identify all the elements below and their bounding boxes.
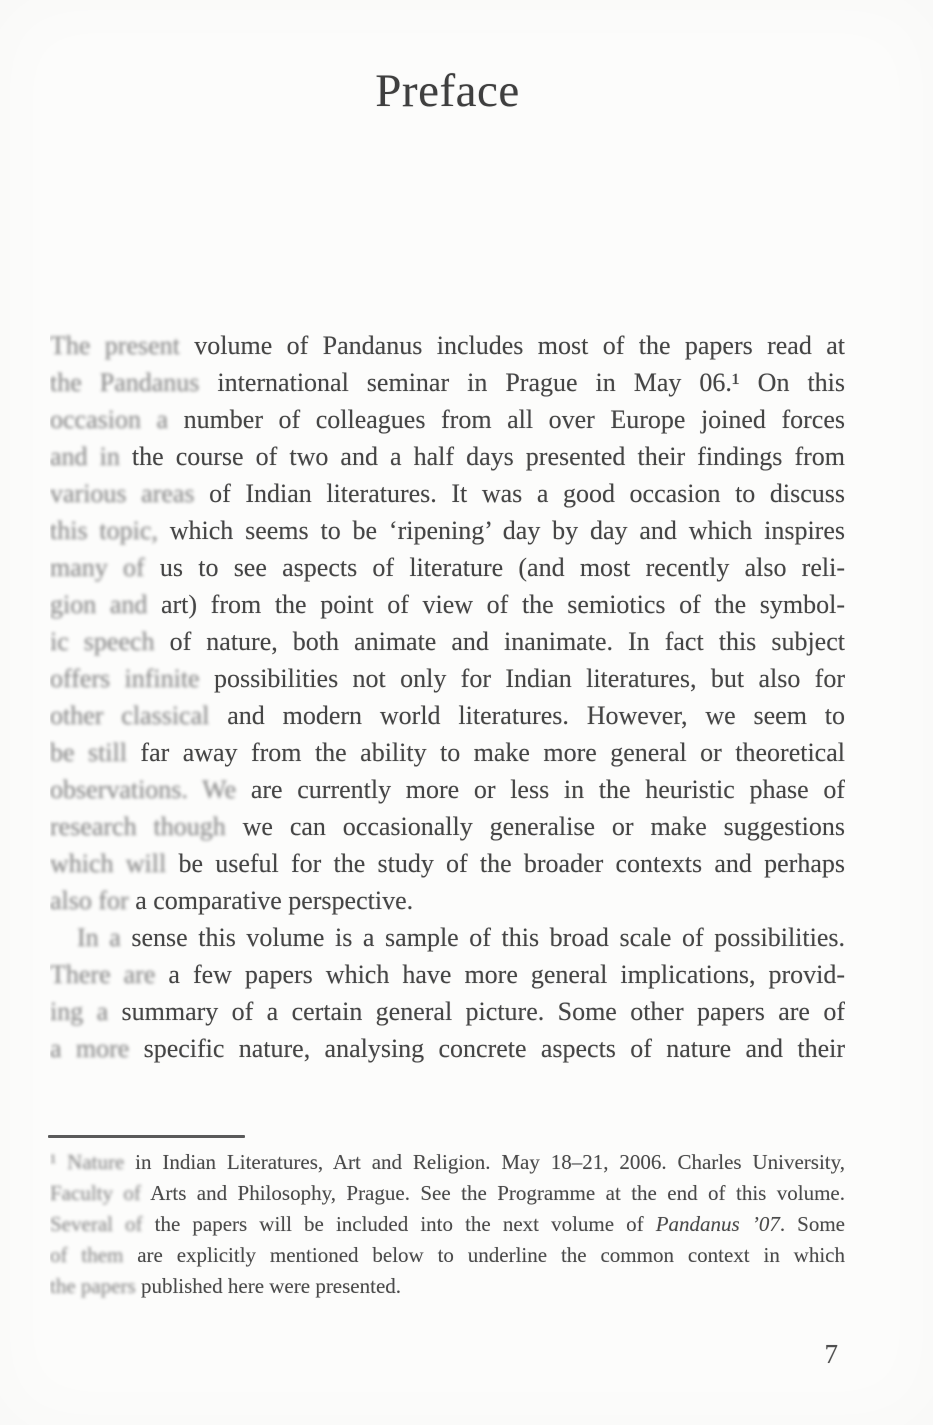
text-line: be still far away from the ability to make more general or theoretical [50,738,845,767]
text-line: of them are explicitly mentioned below to underline the common context in which [50,1243,845,1267]
smudged-word: which will [50,849,167,878]
smudged-word: ing a [50,997,109,1026]
smudged-word: this topic, [50,516,158,545]
smudged-word: There are [50,960,156,989]
smudged-word: gion and [50,590,148,619]
text-line: ¹ Nature in Indian Literatures, Art and Religion. May 18–21, 2006. Charles University, [50,1150,845,1174]
smudged-word: ic speech [50,627,155,656]
text-line: In a sense this volume is a sample of this broad scale of possibilities. [77,923,845,952]
smudged-word: The present [50,331,180,360]
smudged-word: a more [50,1034,130,1063]
smudged-word: also for [50,886,129,915]
text-line: Several of the papers will be included into the next volume of Pandanus ’07. Some [50,1212,845,1236]
text-line: observations. We are currently more or less in the heuristic phase of [50,775,845,804]
text-line: ic speech of nature, both animate and inanimate. In fact this subject [50,627,845,656]
text-line: occasion a number of colleagues from all over Europe joined forces [50,405,845,434]
paragraph-1 [50,327,845,919]
text-line: gion and art) from the point of view of the semiotics of the symbol- [50,590,845,619]
text-line: this topic, which seems to be ‘ripening’ day by day and which inspires [50,516,845,545]
smudged-word: ¹ Nature [50,1150,125,1174]
body-text [50,327,845,1067]
text-line: various areas of Indian literatures. It was a good occasion to discuss [50,479,845,508]
text-line: The present volume of Pandanus includes most of the papers read at [50,331,845,360]
smudged-word: Several of [50,1212,143,1236]
smudged-word: various areas [50,479,195,508]
text-line: other classical and modern world literatures. However, we seem to [50,701,845,730]
smudged-word: many of [50,553,145,582]
smudged-word: In a [77,923,121,952]
text-line: research though we can occasionally generalise or make suggestions [50,812,845,841]
smudged-word: be still [50,738,127,767]
text-line: which will be useful for the study of the broader contexts and perhaps [50,849,845,878]
smudged-word: of them [50,1243,124,1267]
smudged-word: Faculty of [50,1181,141,1205]
footnote [50,1147,845,1302]
text-line: also for a comparative perspective. [50,886,414,915]
text-line: There are a few papers which have more general implications, provid- [50,960,845,989]
text-line: a more specific nature, analysing concrete aspects of nature and their [50,1034,845,1063]
smudged-word: occasion a [50,405,169,434]
page-number: 7 [824,1339,838,1369]
text-line: offers infinite possibilities not only for Indian literatures, but also for [50,664,845,693]
text-line: the papers published here were presented. [50,1274,402,1298]
smudged-word: other classical [50,701,210,730]
smudged-word: research though [50,812,226,841]
paragraph-2 [50,919,845,1067]
smudged-word: and in [50,442,120,471]
text-line: Faculty of Arts and Philosophy, Prague. See the Programme at the end of this volume. [50,1181,845,1205]
text-line: and in the course of two and a half days presented their findings from [50,442,845,471]
text-line: the Pandanus international seminar in Prague in May 06.¹ On this [50,368,845,397]
smudged-word: the Pandanus [50,368,200,397]
text-line: ing a summary of a certain general picture. Some other papers are of [50,997,845,1026]
page-title: Preface [375,65,520,117]
text-line: many of us to see aspects of literature (and most recently also reli- [50,553,845,582]
smudged-word: observations. We [50,775,237,804]
footnote-separator-rule [48,1135,245,1138]
smudged-word: offers infinite [50,664,200,693]
smudged-word: the papers [50,1274,136,1298]
